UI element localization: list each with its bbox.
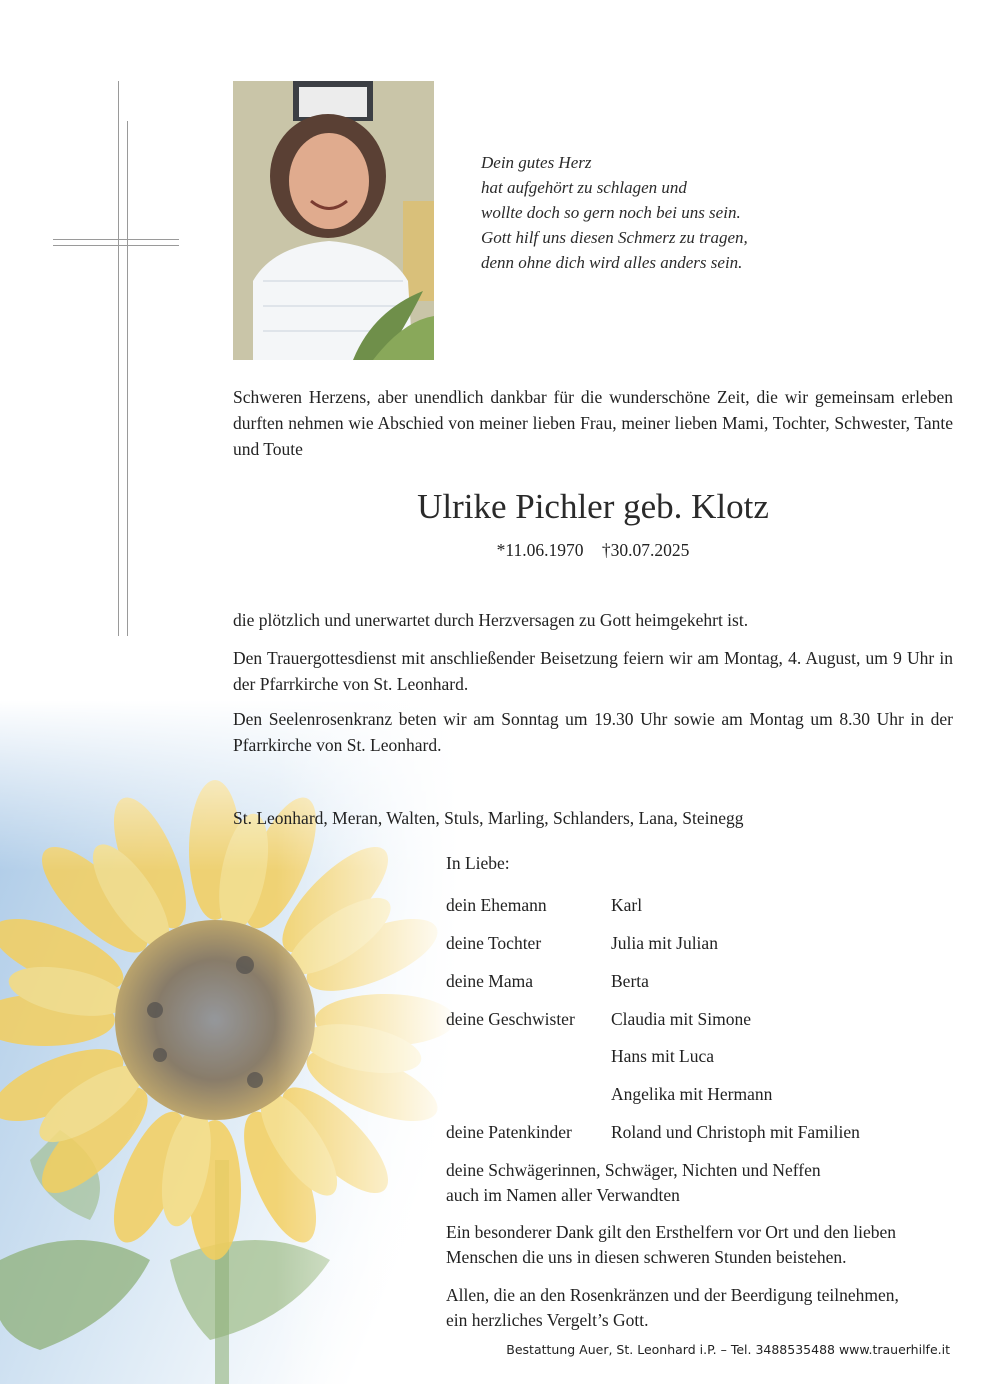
survivors-heading: In Liebe:: [446, 853, 510, 873]
memorial-poem: [481, 150, 881, 275]
death-date: †30.07.2025: [601, 540, 690, 560]
places-line: St. Leonhard, Meran, Walten, Stuls, Marling, Schlanders, Lana, Steinegg: [233, 808, 744, 828]
relative-names: Julia mit Julian: [611, 933, 718, 953]
relative-names: Karl: [611, 895, 643, 915]
poem-line: wollte doch so gern noch bei uns sein.: [481, 203, 741, 222]
relation-label: dein Ehemann: [446, 895, 547, 915]
life-dates: [233, 540, 953, 561]
funeral-home-footer: Bestattung Auer, St. Leonhard i.P. – Tel. 3488535488 www.trauerhilfe.it: [506, 1342, 950, 1357]
rosary-paragraph: Den Seelenrosenkranz beten wir am Sonntag um 19.30 Uhr sowie am Montag um 8.30 Uhr in der Pfarrkirche von St. Leonhard.: [233, 709, 953, 755]
poem-line: Gott hilf uns diesen Schmerz zu tragen,: [481, 228, 748, 247]
thanks-text: [446, 1220, 956, 1270]
intro-paragraph: Schweren Herzens, aber unendlich dankbar für die wunderschöne Zeit, die wir gemeinsam erleben durften nehmen wie Abschied von meiner lieben Frau, meiner lieben Mami, Tochter, Schwester, Tante und Toute: [233, 387, 953, 459]
relation-label: deine Patenkinder: [446, 1122, 572, 1142]
relation-label: deine Geschwister: [446, 1009, 575, 1029]
funeral-paragraph: Den Trauergottesdienst mit anschließender Beisetzung feiern wir am Montag, 4. August, um 9 Uhr in der Pfarrkirche von St. Leonhard.: [233, 648, 953, 694]
relative-names: Berta: [611, 971, 649, 991]
inlaws-text: [446, 1158, 956, 1208]
inlaws-line: deine Schwägerinnen, Schwäger, Nichten und Neffen: [446, 1160, 821, 1180]
relative-names: Roland und Christoph mit Familien: [611, 1122, 860, 1142]
announcement-paragraph: die plötzlich und unerwartet durch Herzversagen zu Gott heimgekehrt ist.: [233, 610, 749, 630]
deceased-name: Ulrike Pichler geb. Klotz: [417, 487, 769, 526]
relative-names: Angelika mit Hermann: [611, 1084, 773, 1104]
relation-label: deine Tochter: [446, 933, 542, 953]
closing-text: [446, 1283, 956, 1333]
inlaws-line: auch im Namen aller Verwandten: [446, 1185, 680, 1205]
poem-line: denn ohne dich wird alles anders sein.: [481, 253, 743, 272]
thanks-line: Ein besonderer Dank gilt den Ersthelfern vor Ort und den lieben: [446, 1222, 897, 1242]
portrait-photo: [233, 81, 434, 360]
closing-line: Allen, die an den Rosenkränzen und der Beerdigung teilnehmen,: [446, 1285, 899, 1305]
sunflower-image: [0, 700, 460, 1384]
poem-line: hat aufgehört zu schlagen und: [481, 178, 687, 197]
relative-names: Claudia mit Simone: [611, 1009, 751, 1029]
relation-label: deine Mama: [446, 971, 533, 991]
thanks-line: Menschen die uns in diesen schweren Stunden beistehen.: [446, 1247, 847, 1267]
poem-line: Dein gutes Herz: [481, 153, 592, 172]
birth-date: *11.06.1970: [496, 540, 584, 560]
closing-line: ein herzliches Vergelt’s Gott.: [446, 1310, 649, 1330]
relative-names: Hans mit Luca: [611, 1046, 715, 1066]
